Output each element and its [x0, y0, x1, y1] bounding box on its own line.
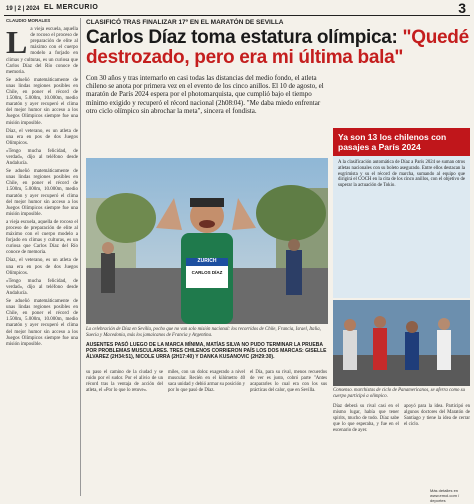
left-paragraph: Se adueñó matemáticamente de unas lindas regiones posibles en Chile, en poner el récord de 1.500m, 5.000m, 10.000m, medio maratón y ayer recuperó el clima del mejor humor sin acceso a los Juegos Olímpicos siempre fue una misión imposible. [6, 169, 78, 217]
body-column: el Día, para su rival, menos recuerdos de ver es justo, cobró parte "Antes acapararles lo cual era con los sus prácticas del calor, que en Sevilla. [250, 370, 327, 393]
header-date: 19 | 2 | 2024 [6, 6, 40, 12]
athlete-celebration-photo [86, 158, 328, 324]
footer-note: Más detalles en www.emol.com / deportes [430, 488, 460, 503]
photo-illustration [86, 158, 328, 324]
byline: CLAUDIO MORALES [6, 18, 51, 23]
title-quote: "Quedé destrozado, pero era mi última bala" [86, 27, 469, 68]
bib-sponsor: ZURICH [197, 258, 217, 264]
left-paragraph: a vieja escuela, aquella de rocoso el proceso de preparación de elite al máximo con el cuerpo modelo a forjado en climas y culturas, es un curiosa que Carlos Díaz del Río conoce de memoria. [6, 219, 78, 256]
sidebar-box-title: Ya son 13 los chilenos con pasajes a París 2024 [333, 128, 470, 156]
article-kicker: CLASIFICÓ TRAS FINALIZAR 17º EN EL MARATÓN DE SEVILLA [86, 19, 284, 26]
sidebar-box [333, 128, 470, 298]
title-main: Carlos Díaz toma estatura olímpica: [86, 27, 398, 48]
body-column: miles, con un doloz exagerado a nivel muscular. Recién en el kilómetro 40 saca unidad y debió armar su posición y por lo que pasó de Díaz. [168, 370, 245, 393]
left-paragraph: La vieja escuela, aquella de rocoso el proceso de preparación de elite al máximo con el cuerpo modelo a forjado en climas y culturas, es un curiosa que Carlos Díaz del Río conoce de memoria. [6, 24, 78, 75]
left-paragraph: «Tengo mucha felicidad, de verdad», dijo al teléfono desde Andalucía. [6, 148, 78, 167]
marathon-runners-photo [333, 300, 470, 386]
left-paragraph: Se adueñó matemáticamente de unas lindas regiones posibles en Chile, en poner el récord de 1.500m, 5.000m, 10.000m, medio maratón y ayer recuperó el clima del mejor humor sin acceso a los Juegos Olímpicos siempre fue una misión imposible. [6, 299, 78, 347]
left-paragraph: Díaz, el veterano, es un atleta de una era en pos de dos Juegos Olímpicos. [6, 258, 78, 276]
article-subhead: AUSENTES PASÓ LUEGO DE LA MARCA MÍNIMA, MATÍAS SILVA NO PUDO TERMINAR LA PRUEBA POR PROBLEMAS MUSCULARES. TRES CHILENOS CORRIERON PAÍS LOS DOS MARCAS: GISELLE ÁLVAREZ (2H34:51), NICOLE URRA (2H17:40) Y DANKA KUSANOVIC (2H29:30). [86, 342, 327, 360]
column-divider [80, 18, 81, 496]
header-newspaper: EL MERCURIO [44, 4, 99, 11]
sidebar-box-body: A la clasificación automática de Díaz a París 2024 se suman otros atletas nacionales con su boleto asegurado. Entre ellos destacan la esgrimista y su el récord de marcha, sumando al equipo que dirigirá el COCH en la cita de los cinco anillos, con el objetivo de superar la actuación de Tokio. [338, 160, 465, 189]
left-paragraph: «Tengo mucha felicidad, de verdad», dijo al teléfono desde Andalucía. [6, 278, 78, 296]
bib-name: CARLOS DÍAZ [191, 270, 223, 275]
runners-photo-caption: Consenso. marchistas de ciclo de Panamericanos, se aferra como su cuerpo participó a olímpico. [333, 388, 465, 399]
left-paragraph: Se adueñó matemáticamente de unas lindas regiones posibles en Chile, en poner el récord de 1.500m, 5.000m, 10.000m, medio maratón y ayer recuperó el clima del mejor humor sin acceso a los Juegos Olímpicos siempre fue una misión imposible. [6, 77, 78, 126]
page-number: 3 [458, 0, 466, 16]
left-column [6, 18, 78, 350]
right-column: apoyó para la idea. Participó en algunos doctores del Maratón de Santiago y tiene la idea de cerrar el ciclo. [404, 404, 470, 427]
dropcap: L [6, 24, 28, 61]
right-column: Díaz deberá su rival casi en el mismo lugar, había que tener spirits, mucho de todo. Díaz sabe que lo que esperaba, y fue en el escenario de ayer. [333, 404, 399, 433]
runners-illustration [333, 300, 470, 386]
article-lead: Con 30 años y tras internarlo en casi todas las distancias del medio fondo, el atleta chileno se anota por primera vez en el evento de los cinco anillos. El 10 de agosto, el maratón de París 2024 espera por el photomarquista, que cumplió bajo el tiempo mínimo exigido y recuperó el récord nacional (2h08:04). "Me daba miedo enfrentar otro ciclo olímpico sin abrochar la meta", sincera el fondista. [86, 74, 324, 115]
page-header [4, 0, 470, 16]
body-column: su paso el camino de la ciudad y se ruido por el sudor. Por el alivio de un récord tras la ventaja de acción del atleta, el «Por lo que lo retuve». [86, 370, 163, 393]
left-paragraph: Díaz, el veterano, es un atleta de una era en pos de dos Juegos Olímpicos. [6, 128, 78, 146]
article-title [86, 28, 470, 68]
photo-caption: La celebración de Díaz en Sevilla, pocho que no van solo misión nacional: los recorridos de Chile, Francia, Israel, Italia, Suecia y Macedonia, más los jamaicanos de Francia y Argentina. [86, 327, 321, 338]
